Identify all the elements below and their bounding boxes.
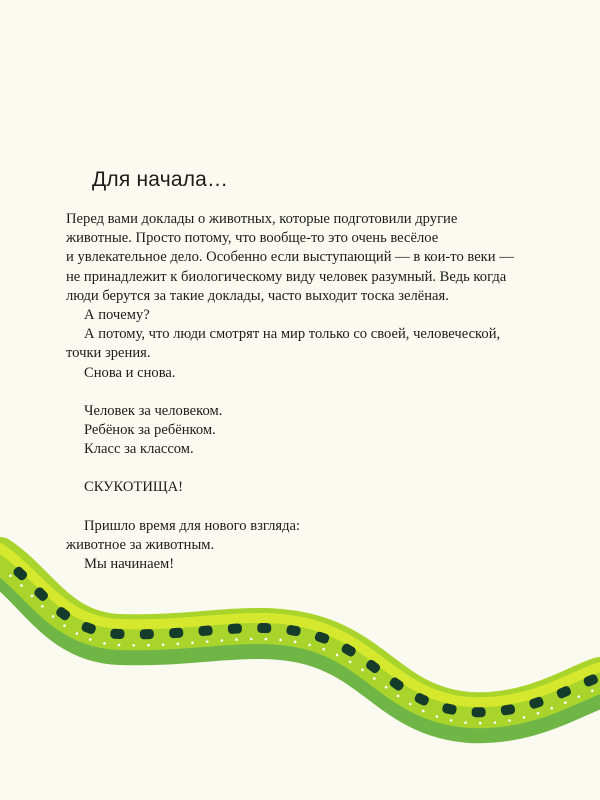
snake-dot	[564, 701, 567, 704]
snake-dot	[118, 644, 121, 647]
snake-dot	[132, 644, 135, 647]
snake-dot	[349, 661, 352, 664]
snake-dot	[373, 677, 376, 680]
intro-line: и увлекательное дело. Особенно если выступающий — в кои-то веки —	[66, 249, 514, 266]
snake-dot	[41, 605, 44, 608]
intro-line: животные. Просто потому, что вообще-то это очень весёлое	[66, 230, 439, 247]
snake-dot	[9, 575, 12, 578]
snake-dot	[336, 654, 339, 657]
repeat-line: Класс за классом.	[84, 441, 194, 458]
spacer	[66, 459, 536, 478]
repeat-line: Человек за человеком.	[84, 402, 223, 419]
snake-spot	[198, 625, 213, 636]
snake-dot	[551, 707, 554, 710]
snake-dot	[235, 638, 238, 641]
snake-dot	[52, 615, 55, 618]
snake-dot	[385, 686, 388, 689]
spacer	[66, 498, 536, 517]
page-heading: Для начала…	[92, 168, 229, 191]
snake-dot	[508, 719, 511, 722]
intro-line: не принадлежит к биологическому виду человек разумный. Ведь когда	[66, 268, 507, 285]
snake-illustration	[0, 530, 600, 780]
closing-line: Мы начинаем!	[84, 556, 175, 573]
snake-spot	[169, 628, 184, 639]
snake-dot	[361, 669, 364, 672]
snake-dot	[279, 639, 282, 642]
boring-line: СКУКОТИЩА!	[84, 479, 183, 496]
snake-dot	[494, 721, 497, 724]
snake-dot	[265, 638, 268, 641]
snake-dot	[409, 703, 412, 706]
question-line: А почему?	[84, 307, 150, 324]
snake-dot	[206, 640, 209, 643]
snake-dot	[523, 716, 526, 719]
snake-dot	[294, 641, 297, 644]
snake-dot	[464, 721, 467, 724]
snake-dot	[308, 644, 311, 647]
snake-dot	[147, 644, 150, 647]
answer-line: точки зрения.	[66, 345, 151, 362]
snake-spot	[228, 623, 243, 634]
snake-dot	[250, 638, 253, 641]
snake-dot	[450, 719, 453, 722]
spacer	[66, 383, 536, 402]
snake-spot	[257, 623, 271, 633]
snake-dot	[537, 712, 540, 715]
snake-dot	[221, 639, 224, 642]
snake-dot	[322, 648, 325, 651]
snake-dot	[89, 638, 92, 641]
intro-line: Перед вами доклады о животных, которые подготовили другие	[66, 211, 458, 227]
snake-dot	[31, 595, 34, 598]
closing-line: животное за животным.	[66, 536, 215, 553]
snake-spot	[472, 707, 486, 717]
snake-dot	[177, 643, 180, 646]
snake-dot	[63, 624, 66, 627]
body-text	[66, 210, 536, 574]
snake-dot	[191, 641, 194, 644]
snake-dot	[479, 722, 482, 725]
snake-dot	[76, 632, 79, 635]
snake-dot	[397, 695, 400, 698]
snake-spot	[140, 629, 154, 639]
snake-dot	[20, 584, 23, 587]
snake-dot	[103, 642, 106, 645]
intro-line: люди берутся за такие доклады, часто выходит тоска зелёная.	[66, 287, 449, 304]
snake-dot	[591, 690, 594, 693]
snake-spot	[110, 629, 124, 640]
snake-dot	[578, 695, 581, 698]
answer-line: А потому, что люди смотрят на мир только со своей, человеческой,	[84, 326, 501, 343]
closing-line: Пришло время для нового взгляда:	[84, 517, 301, 534]
snake-dot	[422, 710, 425, 713]
repeat-line: Ребёнок за ребёнком.	[84, 422, 216, 439]
again-line: Снова и снова.	[84, 364, 176, 381]
snake-dot	[436, 715, 439, 718]
snake-dot	[162, 643, 165, 646]
